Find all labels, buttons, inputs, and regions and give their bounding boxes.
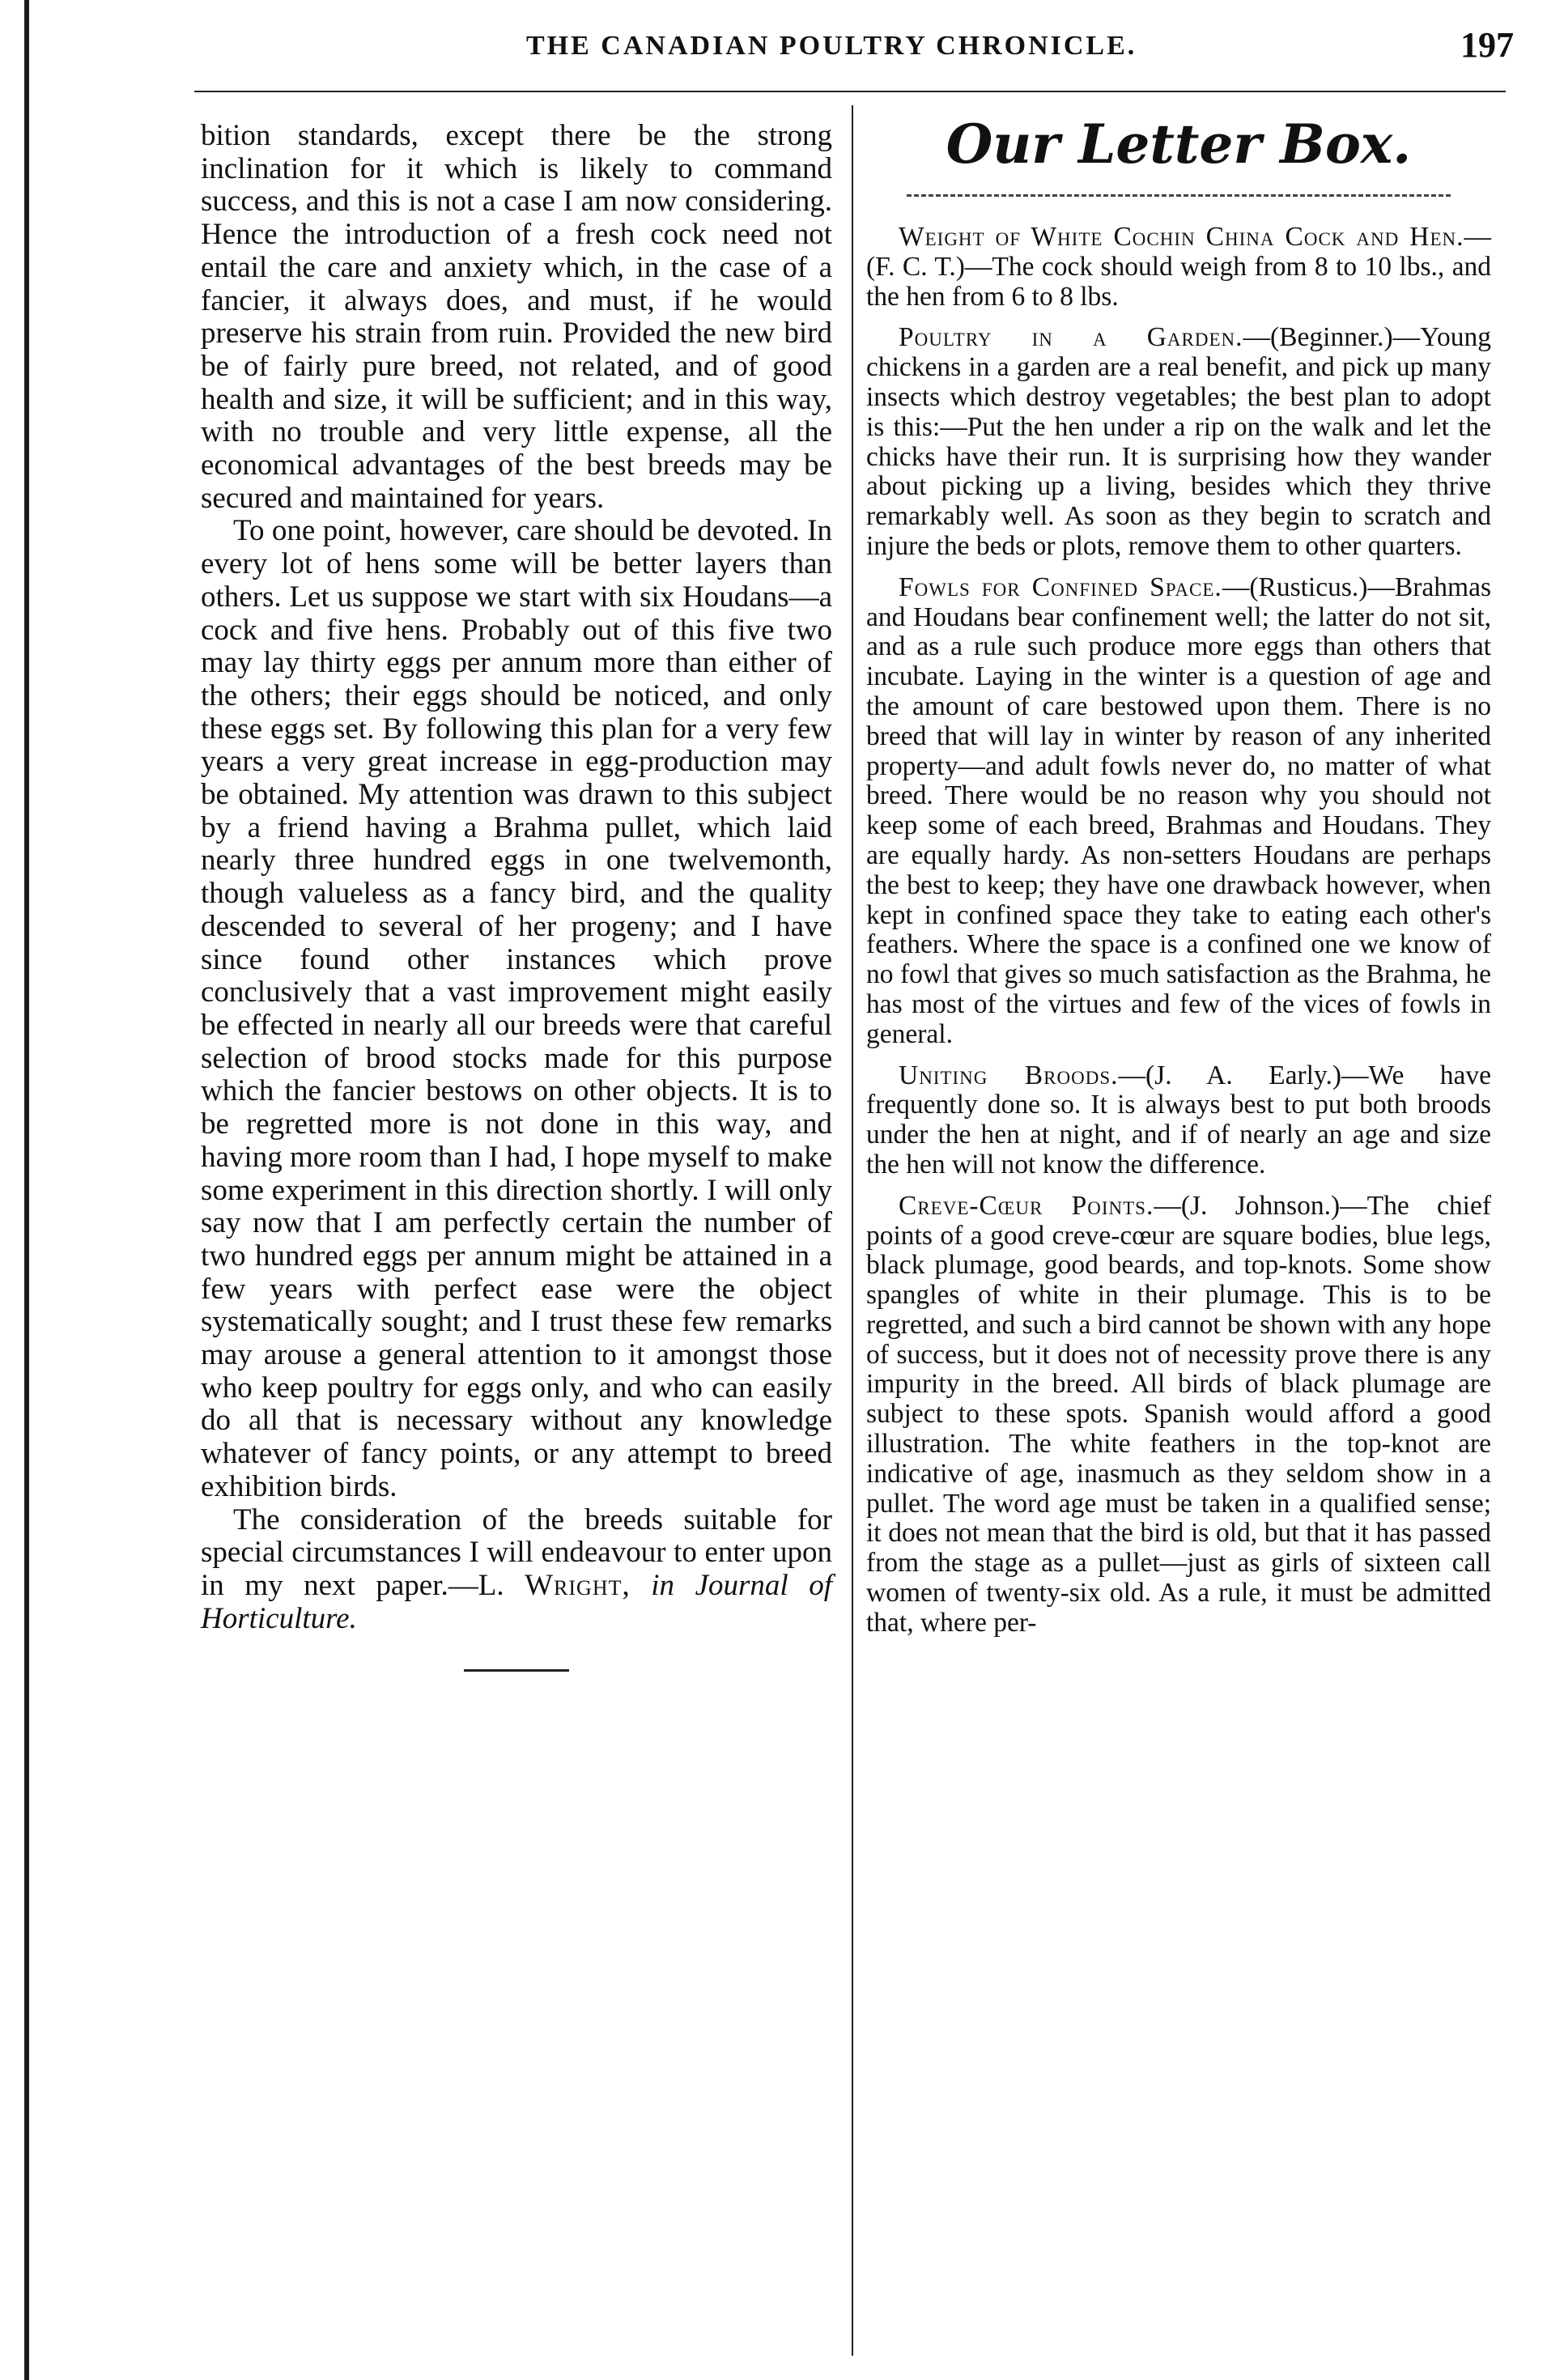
letter-reply: The chief points of a good creve-cœur are square bodies, blue legs, black plumage, good beards, and top-knots. Some show spangles of white in their plumage. This is to be regretted, and such a bird cannot be shown with any hope of success, but it does not of necessity prove there is any impurity in the breed. All birds of black plumage are subject to these spots. Spanish would afford a good illustration. The white feathers in the top-knot are indicative of age, inasmuch as they seldom show in a pullet. The word age must be taken in a qualified sense; it does not mean that the bird is old, but that it has passed from the stage as a pullet—just as girls of sixteen call women of twenty-six old. As a rule, it must be admitted that, where per- — [866, 1190, 1491, 1638]
author-name: Wright, — [525, 1568, 631, 1602]
letter-heading: Creve-Cœur Points. — [899, 1190, 1154, 1221]
letter-reply: Brahmas and Houdans bear confinement well; the latter do not sit, and as a rule such produce more eggs than others that incubate. Laying in the winter is a question of age and the amount of care bestowed upon them. There is no breed that will lay in winter by reason of any inherited property—and adult fowls never do, no matter of what breed. There would be no reason why you should not keep some of each breed, Brahmas and Houdans. They are equally hardy. As non-setters Houdans are perhaps the best to keep; they have one drawback however, when kept in confined space they take to eating each other's feathers. Where the space is a confined one we know of no fowl that gives so much satisfaction as the Brahma, he has most of the virtues and few of the vices of fowls in general. — [866, 572, 1491, 1049]
letter-entry — [866, 323, 1491, 561]
letter-entry — [866, 1061, 1491, 1180]
header-rule — [194, 91, 1506, 92]
correspondent: —(F. C. T.)— — [866, 222, 1491, 282]
letter-reply: Young chickens in a garden are a real benefit, and pick up many insects which destroy vegetables; the best plan to adopt is this:—Put the hen under a rip on the walk and let the chicks have their run. It is surprising how they wander about picking up a living, besides which they thrive remarkably well. As soon as they begin to scratch and injure the beds or plots, remove them to other quarters. — [866, 322, 1491, 561]
article-end-rule — [464, 1669, 569, 1672]
correspondent: —(J. Johnson.)— — [1154, 1190, 1367, 1221]
column-divider — [852, 105, 853, 2356]
letter-entry — [866, 1192, 1491, 1638]
paragraph: bition standards, except there be the strong inclination for it which is likely to command success, and this is not a case I am now considering. Hence the introduction of a fresh cock need not entail the care and anxiety which, in the case of a fancier, it always does, and must, if he would preserve his strain from ruin. Provided the new bird be of fairly pure breed, not related, and of good health and size, it will be sufficient; and in this way, with no trouble and very little expense, all the economical advantages of the best breeds may be secured and maintained for years. — [201, 119, 832, 515]
letter-reply: The cock should weigh from 8 to 10 lbs., and the hen from 6 to 8 lbs. — [866, 251, 1491, 312]
paragraph-text: The consideration of the breeds suitable for special circumstances I will endeavour to enter upon in my next paper.—L. — [201, 1502, 832, 1602]
page-number: 197 — [1460, 25, 1514, 65]
paragraph — [201, 1504, 832, 1636]
letter-heading: Uniting Broods. — [899, 1060, 1119, 1090]
paragraph: To one point, however, care should be devoted. In every lot of hens some will be better layers than others. Let us suppose we start with six Houdans—a cock and five hens. Probably out of this five two may lay thirty eggs per annum more than either of the others; their eggs should be noticed, and only these eggs set. By following this plan for a very few years a very great increase in egg-production may be obtained. My attention was drawn to this subject by a friend having a Brahma pullet, which laid nearly three hundred eggs in one twelvemonth, though valueless as a fancy bird, and the quality descended to several of her progeny; and I have since found other instances which prove conclusively that a vast improvement might easily be effected in nearly all our breeds were that careful selection of brood stocks made for this purpose which the fancier bestows on other objects. It is to be regretted more is not done in this way, and having more room than I had, I hope myself to make some experiment in this direction shortly. I will only say now that I am perfectly certain the number of two hundred eggs per annum might be attained in a few years with perfect ease were the object systematically sought; and I trust these few remarks may arouse a general attention to it amongst those who keep poultry for eggs only, and who can easily do all that is necessary without any knowledge whatever of fancy points, or any attempt to breed exhibition birds. — [201, 514, 832, 1503]
source-citation: in Journal of Horticulture. — [201, 1568, 832, 1635]
letter-entry — [866, 573, 1491, 1050]
page-binding-edge — [24, 0, 29, 2380]
letter-reply: We have frequently done so. It is always best to put both broods under the hen at night, and if of nearly an age and size the hen will not know the difference. — [866, 1060, 1491, 1179]
letter-entry — [866, 223, 1491, 312]
letter-heading: Weight of White Cochin China Cock and Hen. — [899, 222, 1464, 252]
right-column — [866, 113, 1491, 1650]
letter-heading: Poultry in a Garden. — [899, 322, 1243, 353]
correspondent: —(J. A. Early.)— — [1118, 1060, 1369, 1090]
section-rule — [907, 194, 1451, 197]
section-title: Our Letter Box. — [946, 113, 1412, 176]
correspondent: —(Rusticus.)— — [1222, 572, 1395, 602]
letter-heading: Fowls for Confined Space. — [899, 572, 1222, 602]
left-column — [201, 120, 832, 1672]
running-title: THE CANADIAN POULTRY CHRONICLE. — [526, 31, 1137, 61]
correspondent: —(Beginner.)— — [1243, 322, 1421, 353]
page-header — [186, 24, 1514, 73]
